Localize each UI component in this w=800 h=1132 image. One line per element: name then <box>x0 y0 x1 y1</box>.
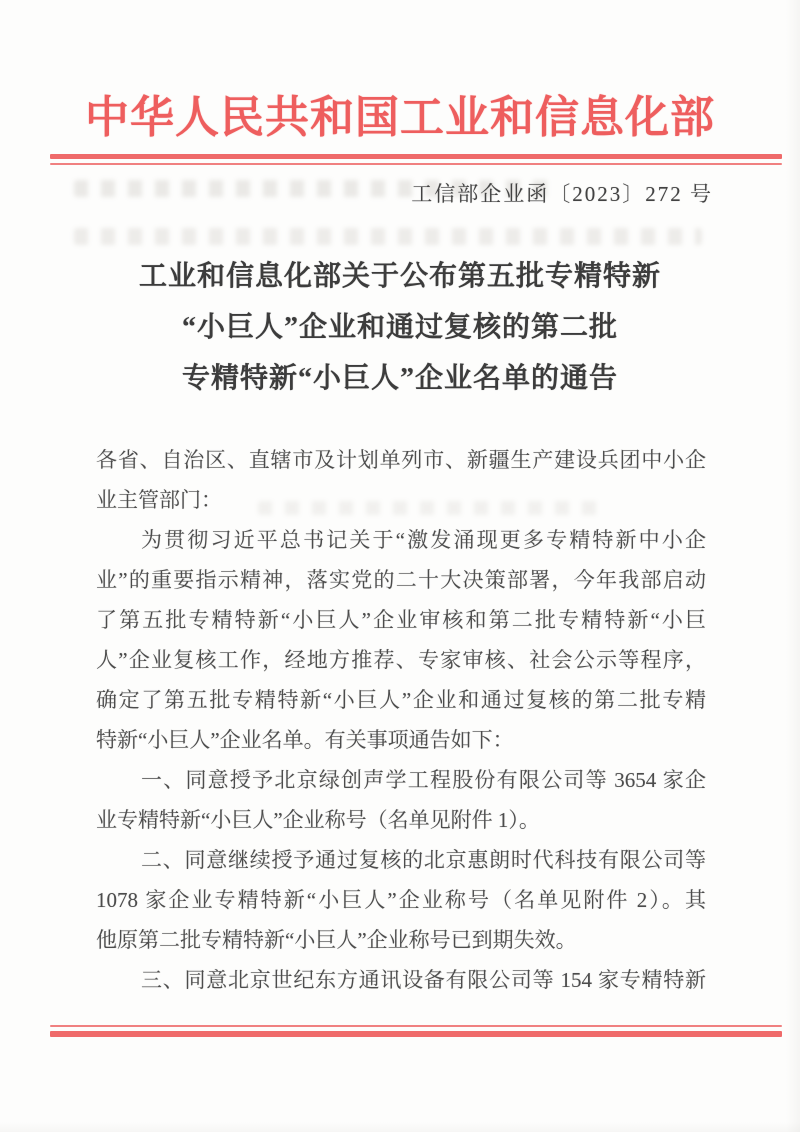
document-body <box>96 440 706 1000</box>
document-title-line-3: 专精特新“小巨人”企业名单的通告 <box>181 363 618 394</box>
document-reference-number: 工信部企业函〔2023〕272 号 <box>411 182 713 206</box>
body-text-line: 1078 家企业专精特新“小巨人”企业称号（名单见附件 2）。其 <box>96 888 706 912</box>
body-text-line: 业”的重要指示精神，落实党的二十大决策部署，今年我部启动 <box>96 568 706 592</box>
body-text-line: 一、同意授予北京绿创声学工程股份有限公司等 3654 家企 <box>141 768 706 792</box>
header-rule-thick <box>50 154 782 159</box>
document-title <box>0 251 800 404</box>
ink-bleedthrough-artifact <box>74 228 702 245</box>
body-text-line: 各省、自治区、直辖市及计划单列市、新疆生产建设兵团中小企 <box>96 448 706 472</box>
body-text-line: 业专精特新“小巨人”企业称号（名单见附件 1）。 <box>96 808 540 832</box>
footer-rule-thick <box>50 1031 782 1037</box>
body-text-line: 二、同意继续授予通过复核的北京惠朗时代科技有限公司等 <box>141 848 706 872</box>
ministry-masthead: 中华人民共和国工业和信息化部 <box>85 93 715 142</box>
document-title-line-1: 工业和信息化部关于公布第五批专精特新 <box>138 261 661 292</box>
body-text-line: 了第五批专精特新“小巨人”企业审核和第二批专精特新“小巨 <box>96 608 706 632</box>
header-double-rule <box>50 154 782 165</box>
body-text-line: 确定了第五批专精特新“小巨人”企业和通过复核的第二批专精 <box>96 688 706 712</box>
body-text-line: 三、同意北京世纪东方通讯设备有限公司等 154 家专精特新 <box>141 968 706 992</box>
body-text-line: 特新“小巨人”企业名单。有关事项通告如下： <box>96 728 514 752</box>
footer-rule-thin <box>50 1025 782 1027</box>
document-title-line-2: “小巨人”企业和通过复核的第二批 <box>181 312 618 343</box>
body-text-line: 为贯彻习近平总书记关于“激发涌现更多专精特新中小企 <box>141 528 706 552</box>
body-text-line: 他原第二批专精特新“小巨人”企业称号已到期失效。 <box>96 928 577 952</box>
header-rule-thin <box>50 163 782 165</box>
footer-double-rule <box>50 1025 782 1037</box>
body-text-line: 人”企业复核工作，经地方推荐、专家审核、社会公示等程序， <box>96 648 706 672</box>
body-text-line: 业主管部门： <box>96 488 222 512</box>
